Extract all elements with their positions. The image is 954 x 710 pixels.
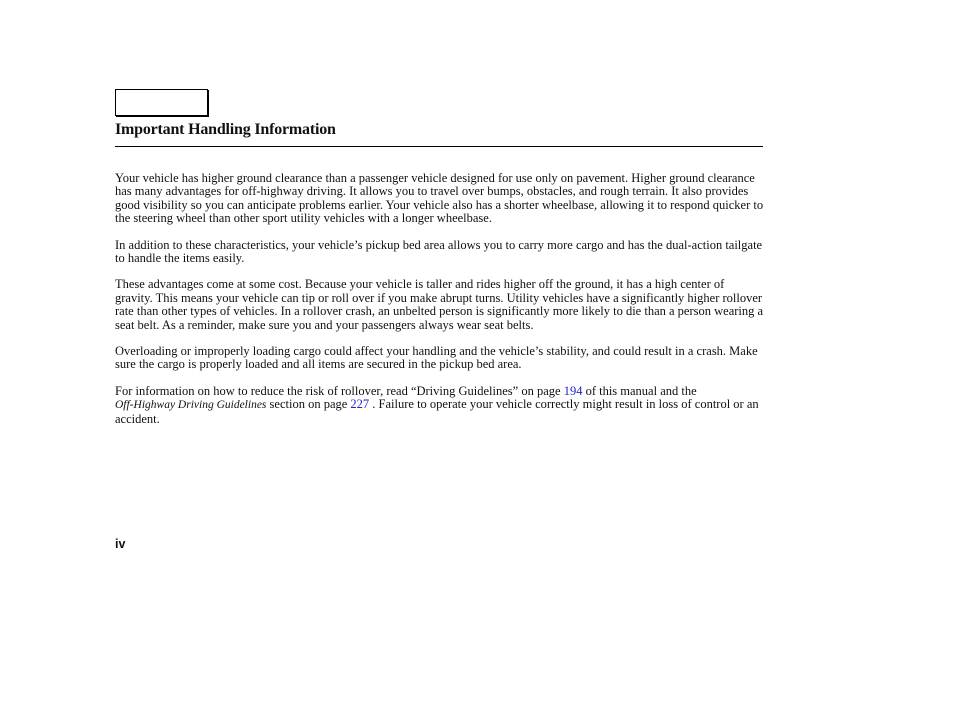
page-title: Important Handling Information <box>115 121 336 138</box>
more-info-text-2: of this manual and the <box>585 383 697 398</box>
page-link-227[interactable]: 227 <box>350 397 370 412</box>
off-highway-guidelines-ref: Off-Highway Driving Guidelines <box>115 399 267 412</box>
paragraph-more-info <box>115 385 765 426</box>
paragraph-cargo-loading: Overloading or improperly loading cargo could affect your handling and the vehicle’s stability, and could result in a crash. Make sure the cargo is properly loaded and all items are secured in the pickup bed area. <box>115 344 758 372</box>
more-info-text-3: section on page <box>269 397 348 412</box>
paragraph-rollover-risk: These advantages come at some cost. Because your vehicle is taller and rides higher off the ground, it has a high center of gravity. This means your vehicle can tip or roll over if you make abrupt turns. Utility vehicles have a significantly higher rollover rate than other types of vehicles. In a rollover crash, an unbelted person is significantly more likely to die than a person wearing a seat belt. As a reminder, make sure you and your passengers always wear seat belts. <box>115 277 764 332</box>
paragraph-ground-clearance: Your vehicle has higher ground clearance than a passenger vehicle designed for use only on pavement. Higher ground clearance has many advantages for off-highway driving. It allows you to travel over bumps, obstacles, and rough terrain. It also provides good visibility so you can anticipate problems earlier. Your vehicle also has a shorter wheelbase, allowing it to respond quicker to the steering wheel than other sport utility vehicles with a longer wheelbase. <box>115 171 764 226</box>
page-link-194[interactable]: 194 <box>563 383 583 398</box>
body-content <box>115 172 765 439</box>
paragraph-pickup-bed: In addition to these characteristics, your vehicle’s pickup bed area allows you to carry more cargo and has the dual-action tailgate to handle the items easily. <box>115 237 763 266</box>
page-number: iv <box>115 537 126 551</box>
more-info-text-4: . Failure to operate your vehicle correctly might result in loss of control or an accident. <box>115 397 759 426</box>
more-info-text-1: For information on how to reduce the risk of rollover, read “Driving Guidelines” on page <box>115 383 561 398</box>
title-divider <box>115 146 763 147</box>
nav-button-box[interactable] <box>115 89 208 116</box>
